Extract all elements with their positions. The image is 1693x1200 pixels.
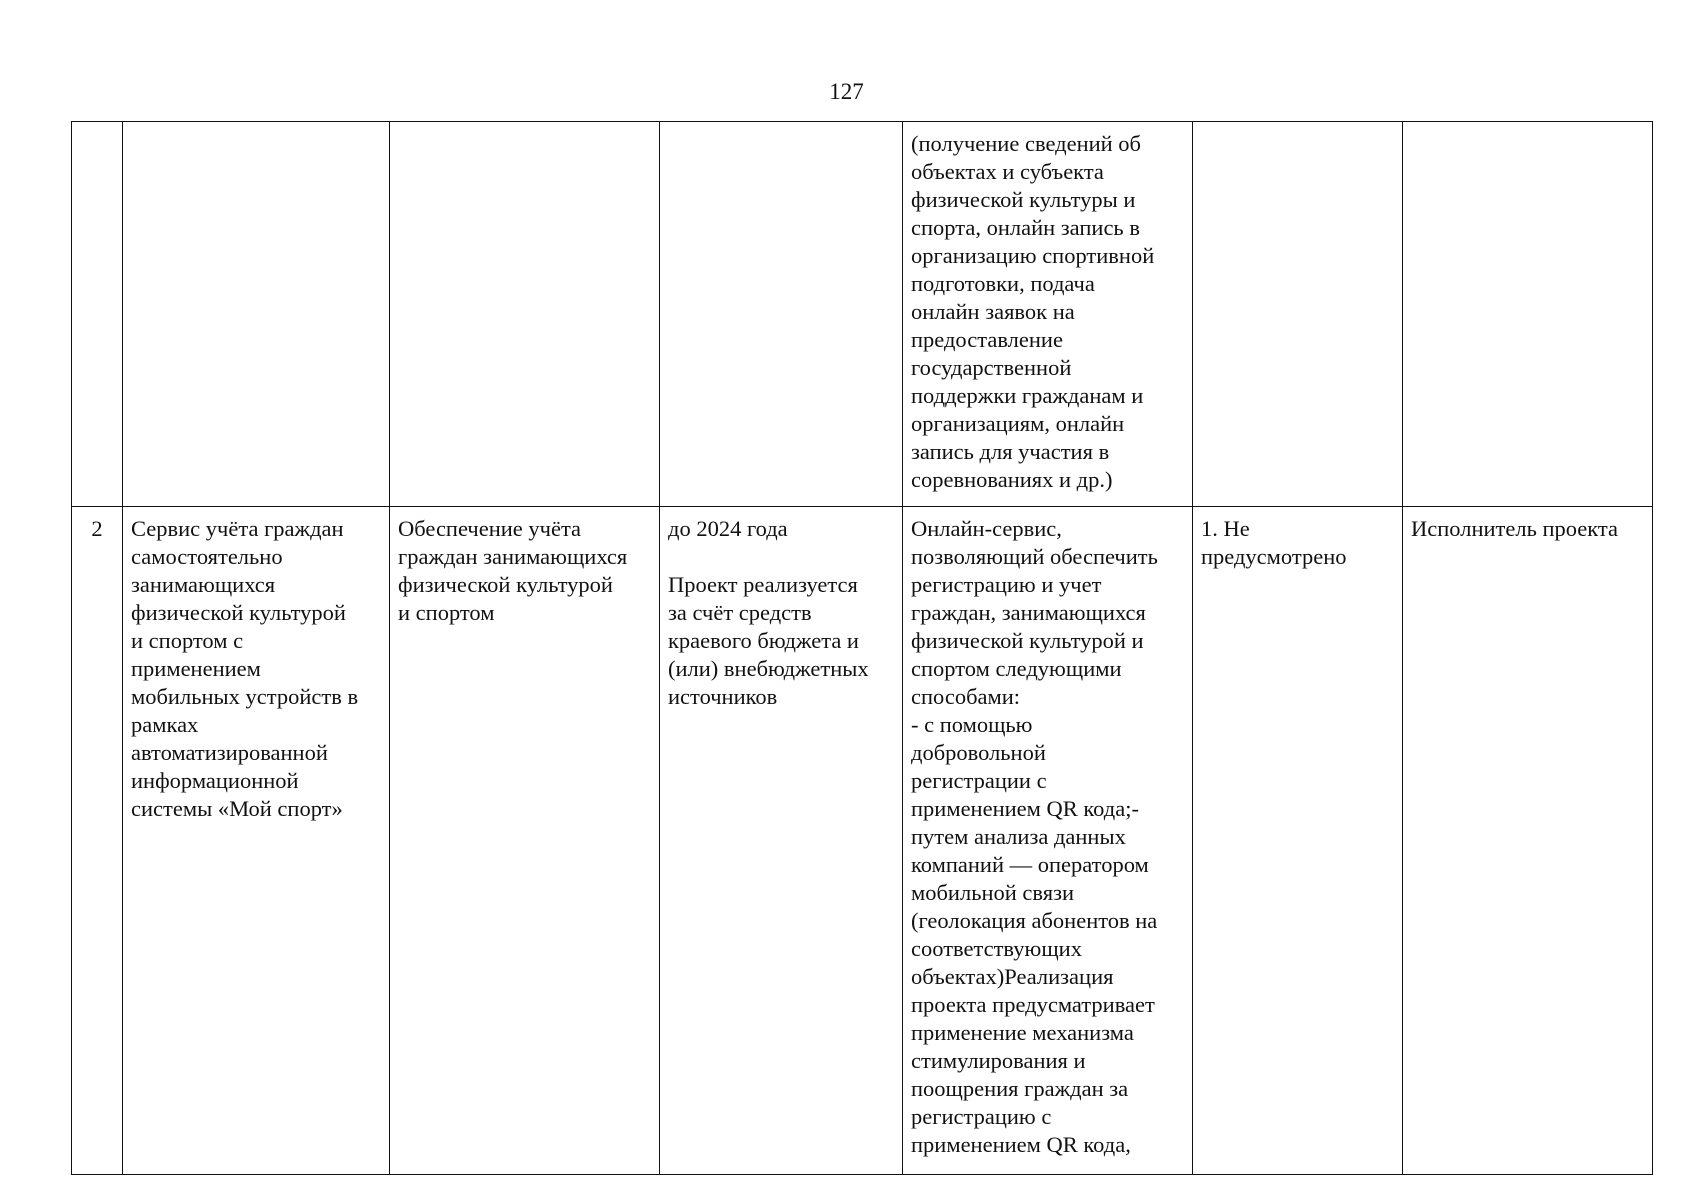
service-name-line: физической культурой	[131, 600, 346, 625]
description-line: предоставление	[911, 327, 1063, 352]
description-line: проекта предусматривает	[911, 992, 1155, 1017]
description-line: организацию спортивной	[911, 243, 1155, 268]
service-name-line: информационной	[131, 768, 299, 793]
description-line: соревнованиях и др.)	[911, 467, 1113, 492]
deadline-line: до 2024 года	[668, 516, 788, 541]
description-line: стимулирования и	[911, 1048, 1086, 1073]
service-name-line: и спортом с	[131, 628, 244, 653]
executor-cell	[1403, 122, 1653, 507]
table-row	[72, 507, 1653, 1175]
row-number: 2	[91, 516, 103, 541]
description-line: позволяющий обеспечить	[911, 544, 1158, 569]
service-name-line: мобильных устройств в	[131, 684, 359, 709]
row-number-cell	[72, 507, 123, 1175]
regulation-line: предусмотрено	[1201, 544, 1347, 569]
description-line: соответствующих	[911, 936, 1082, 961]
description-line: применением QR кода;-	[911, 796, 1139, 821]
description-line: подготовки, подача	[911, 271, 1095, 296]
page-number: 127	[829, 79, 864, 104]
description-line: поддержки гражданам и	[911, 383, 1144, 408]
description-line: граждан, занимающихся	[911, 600, 1146, 625]
description-line: спорта, онлайн запись в	[911, 215, 1140, 240]
description-line: применением QR кода,	[911, 1132, 1131, 1157]
description-line: (получение сведений об	[911, 131, 1142, 156]
description-cell	[903, 507, 1193, 1175]
funding-line: источников	[668, 684, 778, 709]
description-cell	[903, 122, 1193, 507]
goal-cell	[390, 507, 660, 1175]
funding-line: за счёт средств	[668, 600, 812, 625]
goal-line: и спортом	[398, 600, 495, 625]
projects-table	[71, 121, 1653, 1175]
description-line: организациям, онлайн	[911, 411, 1125, 436]
description-line: мобильной связи	[911, 880, 1075, 905]
description-line: - с помощью	[911, 712, 1033, 737]
description-line: компаний — оператором	[911, 852, 1149, 877]
service-name-cell	[123, 507, 390, 1175]
description-line: регистрацию и учет	[911, 572, 1102, 597]
description-line: физической культуры и	[911, 187, 1136, 212]
description-line: применение механизма	[911, 1020, 1134, 1045]
regulation-line: 1. Не	[1201, 516, 1250, 541]
service-name-line: Сервис учёта граждан	[131, 516, 344, 541]
deadline-cell	[660, 507, 903, 1175]
description-line: объектах и субъекта	[911, 159, 1104, 184]
funding-line: краевого бюджета и	[668, 628, 859, 653]
row-number-cell	[72, 122, 123, 507]
description-line: объектах)Реализация	[911, 964, 1114, 989]
goal-cell	[390, 122, 660, 507]
description-line: поощрения граждан за	[911, 1076, 1129, 1101]
funding-line: (или) внебюджетных	[668, 656, 869, 681]
description-line: Онлайн-сервис,	[911, 516, 1062, 541]
goal-line: Обеспечение учёта	[398, 516, 582, 541]
service-name-line: автоматизированной	[131, 740, 328, 765]
service-name-line: рамках	[131, 712, 199, 737]
funding-line: Проект реализуется	[668, 572, 858, 597]
regulation-cell	[1193, 122, 1403, 507]
deadline-cell	[660, 122, 903, 507]
description-line: регистрацию с	[911, 1104, 1052, 1129]
description-line: путем анализа данных	[911, 824, 1126, 849]
description-line: онлайн заявок на	[911, 299, 1075, 324]
service-name-line: системы «Мой спорт»	[131, 796, 343, 821]
executor-line: Исполнитель проекта	[1411, 516, 1619, 541]
goal-line: граждан занимающихся	[398, 544, 628, 569]
description-line: (геолокация абонентов на	[911, 908, 1158, 933]
description-line: регистрации с	[911, 768, 1047, 793]
regulation-cell	[1193, 507, 1403, 1175]
service-name-line: применением	[131, 656, 261, 681]
goal-line: физической культурой	[398, 572, 613, 597]
description-line: спортом следующими	[911, 656, 1122, 681]
executor-cell	[1403, 507, 1653, 1175]
table-row	[72, 122, 1653, 507]
description-line: физической культурой и	[911, 628, 1144, 653]
description-line: государственной	[911, 355, 1072, 380]
service-name-cell	[123, 122, 390, 507]
description-line: добровольной	[911, 740, 1046, 765]
paragraph-gap	[668, 543, 894, 571]
description-line: способами:	[911, 684, 1021, 709]
description-line: запись для участия в	[911, 439, 1110, 464]
service-name-line: самостоятельно	[131, 544, 283, 569]
service-name-line: занимающихся	[131, 572, 276, 597]
